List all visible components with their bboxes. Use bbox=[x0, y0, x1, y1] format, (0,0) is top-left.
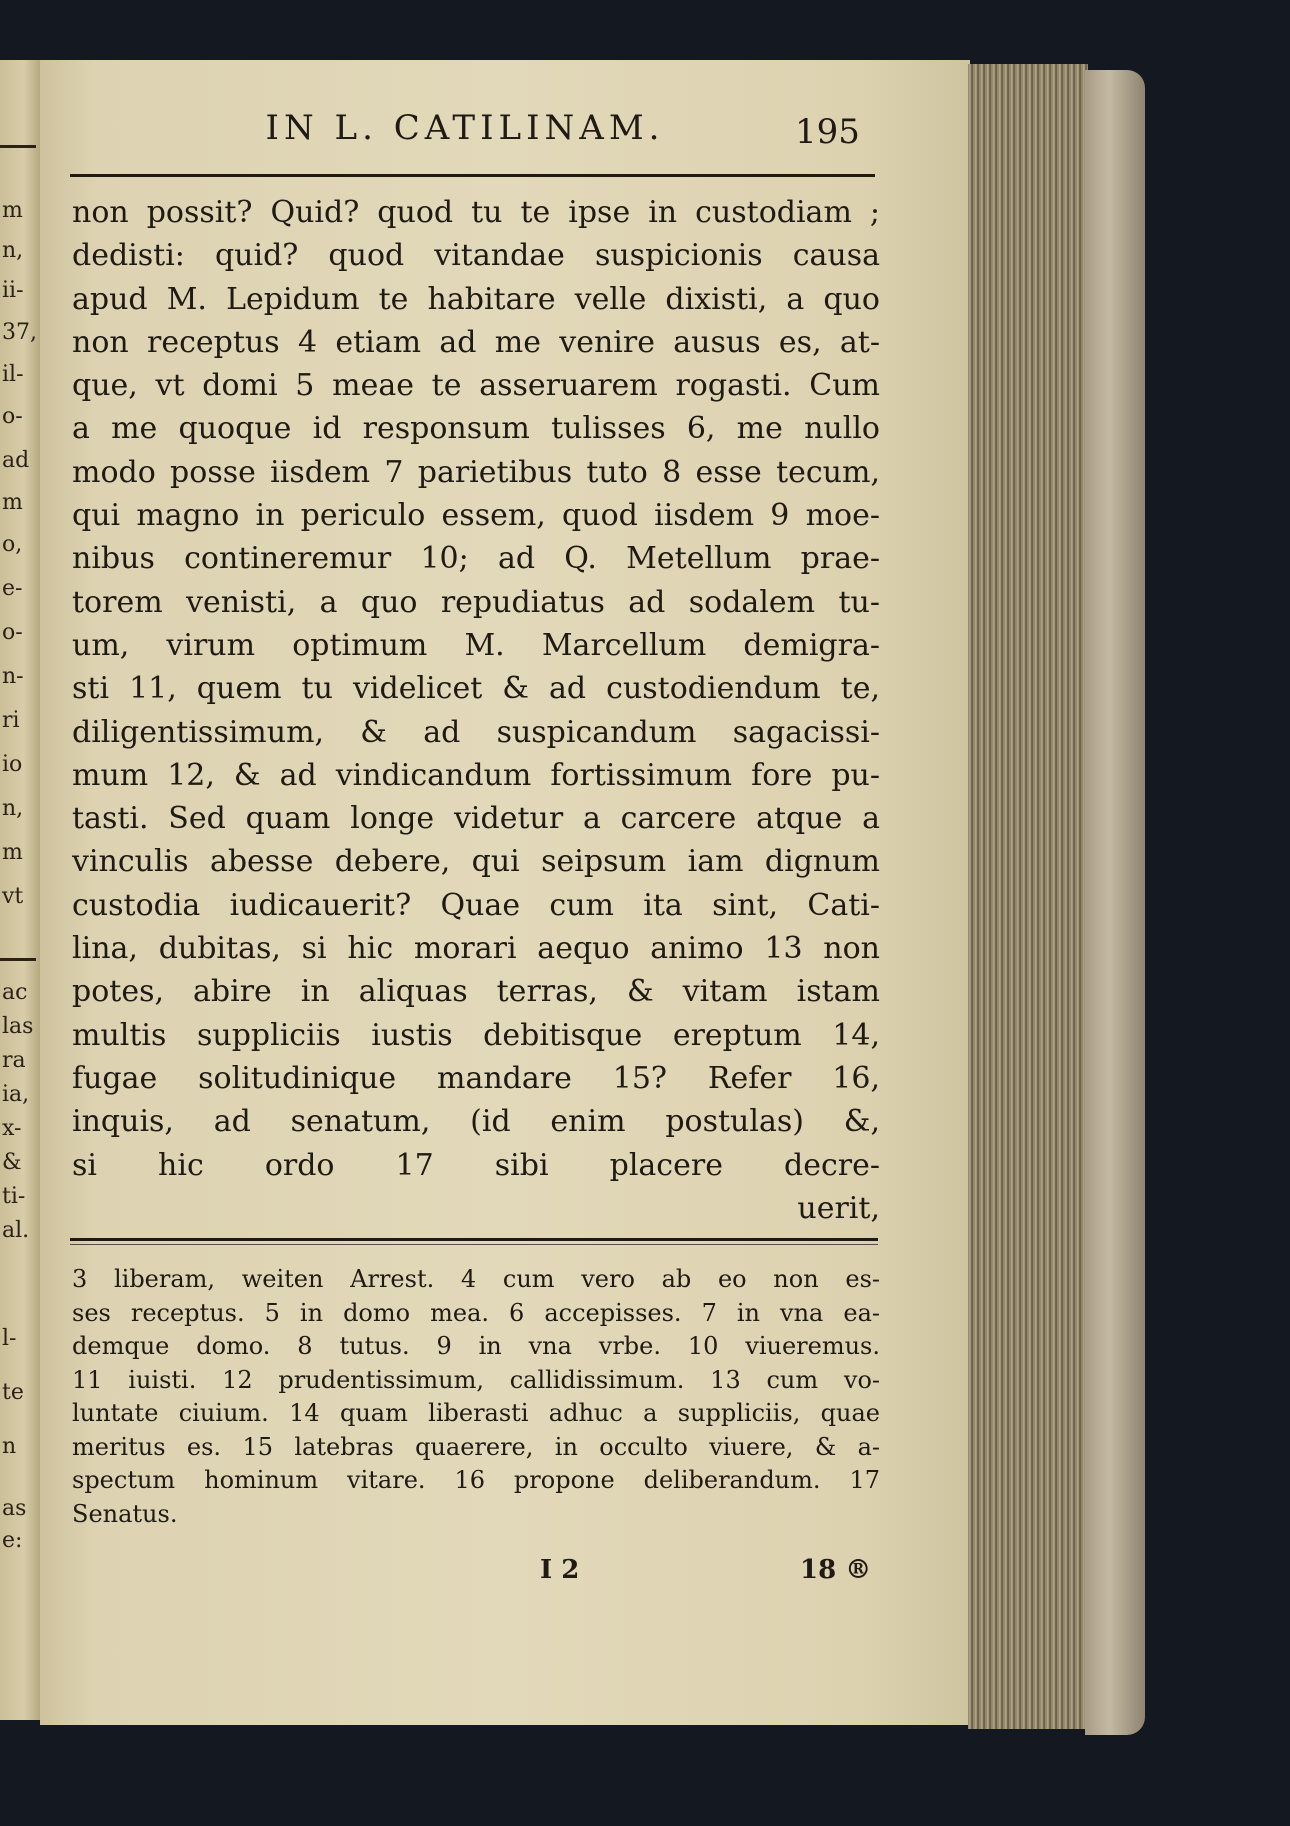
body-line: mum 12, & ad vindicandum fortissimum fore pu- bbox=[72, 757, 880, 793]
left-fragment: m bbox=[2, 840, 23, 865]
left-fragment: las bbox=[2, 1014, 34, 1039]
body-line: custodia iudicauerit? Quae cum ita sint, Cati- bbox=[72, 887, 880, 923]
body-line: sti 11, quem tu videlicet & ad custodiendum te, bbox=[72, 671, 880, 707]
left-page-edge bbox=[0, 60, 40, 1720]
footnote-rule-thin bbox=[70, 1244, 878, 1245]
left-fragment: n bbox=[2, 1434, 17, 1459]
body-line: a me quoque id responsum tulisses 6, me nullo bbox=[72, 411, 880, 447]
body-line: inquis, ad senatum, (id enim postulas) &, bbox=[72, 1104, 880, 1140]
footnote-line: 3 liberam, weiten Arrest. 4 cum vero ab eo non es- bbox=[72, 1265, 880, 1293]
footnote-line: 11 iuisti. 12 prudentissimum, callidissimum. 13 cum vo- bbox=[72, 1365, 880, 1394]
left-fragment: vt bbox=[2, 884, 24, 909]
left-fragment: m bbox=[2, 490, 23, 515]
body-line: apud M. Lepidum te habitare velle dixisti, a quo bbox=[72, 281, 880, 317]
left-fragment: il- bbox=[2, 362, 24, 387]
left-fragment: e: bbox=[2, 1528, 23, 1553]
page-number: 195 bbox=[795, 112, 860, 152]
body-line: diligentissimum, & ad suspicandum sagacissi- bbox=[72, 714, 880, 750]
body-line: um, virum optimum M. Marcellum demigra- bbox=[72, 627, 880, 663]
left-page-rule bbox=[0, 145, 36, 148]
book-cover-edge bbox=[1085, 70, 1145, 1735]
left-fragment: o- bbox=[2, 620, 23, 645]
left-fragment: o, bbox=[2, 532, 23, 557]
body-line: torem venisti, a quo repudiatus ad sodalem tu- bbox=[72, 584, 880, 620]
left-fragment: ti- bbox=[2, 1184, 26, 1209]
left-fragment: o- bbox=[2, 404, 23, 429]
body-line: qui magno in periculo essem, quod iisdem 9 moe- bbox=[72, 498, 880, 534]
footnotes bbox=[72, 1263, 880, 1531]
body-line: nibus contineremur 10; ad Q. Metellum prae- bbox=[72, 541, 880, 577]
left-fragment: ra bbox=[2, 1048, 26, 1073]
body-line: vinculis abesse debere, qui seipsum iam dignum bbox=[72, 844, 880, 880]
body-line: uerit, bbox=[797, 1190, 880, 1226]
body-line: fugae solitudinique mandare 15? Refer 16, bbox=[72, 1060, 880, 1096]
header-rule bbox=[70, 174, 875, 177]
body-line: non possit? Quid? quod tu te ipse in custodiam ; bbox=[72, 195, 880, 230]
left-fragment: ia, bbox=[2, 1082, 30, 1107]
catchword: 18 ® bbox=[800, 1555, 872, 1585]
footnote-line: spectum hominum vitare. 16 propone deliberandum. 17 bbox=[72, 1466, 880, 1494]
footnote-line: meritus es. 15 latebras quaerere, in occulto viuere, & a- bbox=[72, 1432, 880, 1461]
left-fragment: n, bbox=[2, 796, 24, 821]
left-fragment: l- bbox=[2, 1326, 17, 1351]
left-fragment: te bbox=[2, 1380, 24, 1405]
left-fragment: ii- bbox=[2, 278, 24, 303]
footnote-rule bbox=[70, 1238, 878, 1241]
body-line: modo posse iisdem 7 parietibus tuto 8 esse tecum, bbox=[72, 454, 880, 490]
body-line: potes, abire in aliquas terras, & vitam istam bbox=[72, 974, 880, 1010]
body-text bbox=[72, 191, 880, 1230]
left-fragment: & bbox=[2, 1150, 22, 1175]
left-page-rule bbox=[0, 958, 36, 961]
left-fragment: x- bbox=[2, 1116, 22, 1141]
body-line: dedisti: quid? quod vitandae suspicionis causa bbox=[72, 238, 880, 274]
footnote-line: demque domo. 8 tutus. 9 in vna vrbe. 10 viueremus. bbox=[72, 1332, 880, 1360]
left-fragment: ad bbox=[2, 448, 30, 473]
left-fragment: as bbox=[2, 1496, 27, 1521]
page-block-edge bbox=[968, 64, 1088, 1729]
footnote-line: Senatus. bbox=[72, 1499, 178, 1528]
left-fragment: al. bbox=[2, 1218, 30, 1243]
left-fragment: ri bbox=[2, 708, 20, 733]
running-head: IN L. CATILINAM. bbox=[265, 108, 665, 148]
left-fragment: n, bbox=[2, 238, 24, 263]
left-fragment: m bbox=[2, 198, 23, 223]
footnote-line: luntate ciuium. 14 quam liberasti adhuc a suppliciis, quae bbox=[72, 1399, 880, 1427]
body-line: non receptus 4 etiam ad me venire ausus es, at- bbox=[72, 324, 880, 360]
left-fragment: io bbox=[2, 752, 23, 777]
body-line: si hic ordo 17 sibi placere decre- bbox=[72, 1147, 880, 1183]
body-line: que, vt domi 5 meae te asseruarem rogasti. Cum bbox=[72, 368, 880, 404]
left-fragment: e- bbox=[2, 576, 23, 601]
left-fragment: 37, bbox=[2, 320, 37, 345]
body-line: lina, dubitas, si hic morari aequo animo 13 non bbox=[72, 931, 880, 967]
left-fragment: n- bbox=[2, 664, 24, 689]
footnote-line: ses receptus. 5 in domo mea. 6 accepisses. 7 in vna ea- bbox=[72, 1298, 880, 1327]
body-line: tasti. Sed quam longe videtur a carcere atque a bbox=[72, 801, 880, 837]
signature-mark: I 2 bbox=[540, 1555, 580, 1585]
body-line: multis suppliciis iustis debitisque ereptum 14, bbox=[72, 1017, 880, 1053]
left-fragment: ac bbox=[2, 980, 28, 1005]
